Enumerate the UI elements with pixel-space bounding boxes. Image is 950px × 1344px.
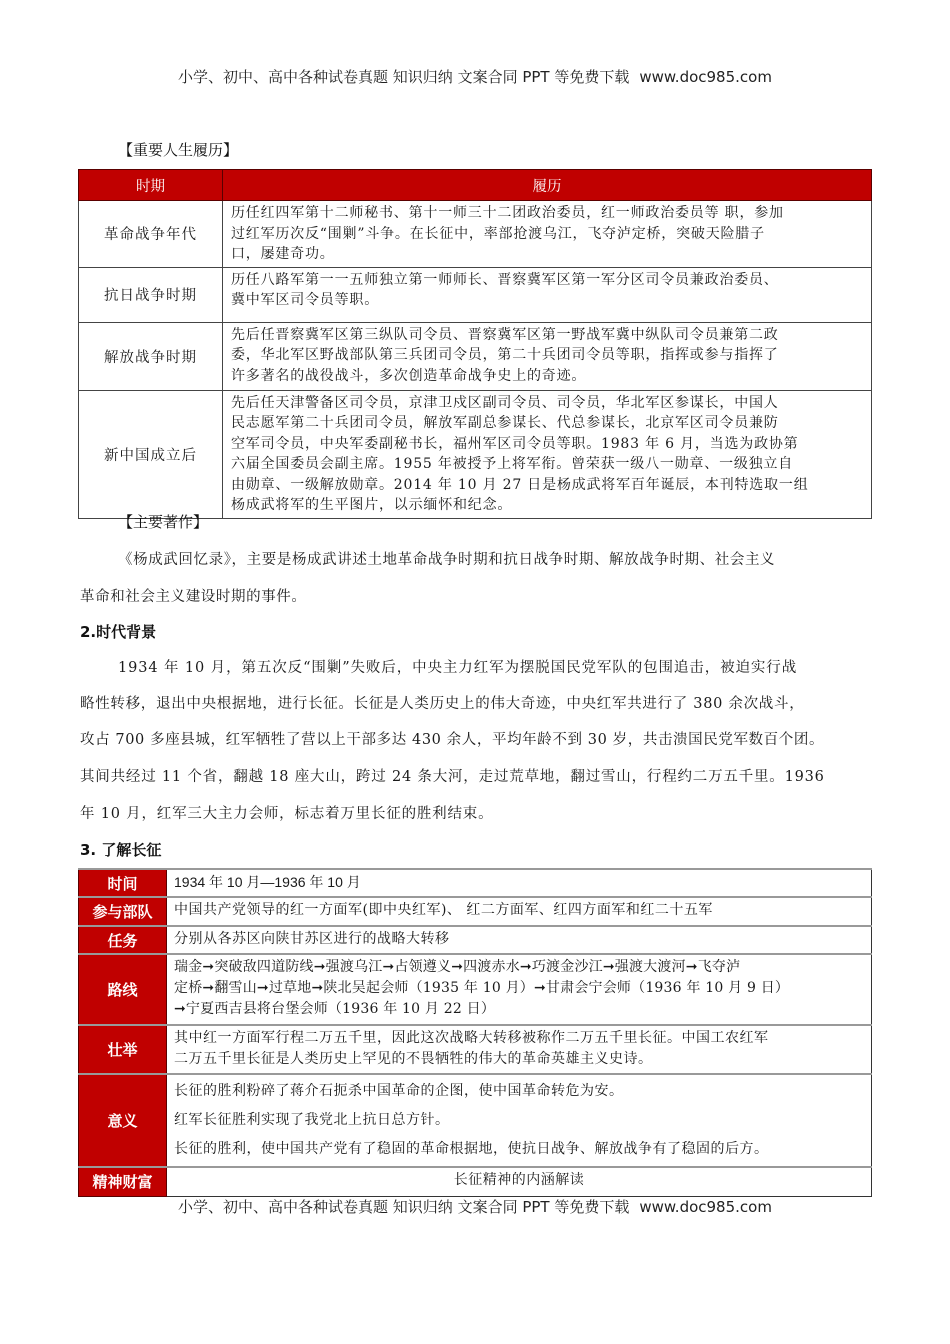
footer-banner (0, 1196, 950, 1217)
table-row (79, 1074, 872, 1167)
career-line: 空军司令员，中央军委副秘书长，福州军区司令员等职。1983 年 6 月，当选为政协第 (231, 435, 799, 452)
career-line: 历任红四军第十二师秘书、第十一师三十二团政治委员，红一师政治委员等 职，参加 (231, 205, 784, 221)
row-value-significance (167, 1074, 872, 1167)
background-line: 1934 年 10 月，第五次反“围剿”失败后，中央主力红军为摆脱国民党军队的包围追击，被迫实行战 (118, 660, 798, 676)
background-line: 其间共经过 11 个省，翻越 18 座大山，跨过 24 条大河，走过荒草地，翻过雪山，行程约二万五千里。1936 (80, 769, 825, 785)
row-label-significance: 意义 (79, 1074, 167, 1167)
period-cell: 解放战争时期 (79, 322, 223, 390)
value-line: 其中红一方面军行程二万五千里，因此这次战略大转移被称作二万五千里长征。中国工农红军 (174, 1030, 769, 1046)
career-cell (223, 322, 872, 390)
header-banner (0, 66, 950, 87)
row-label-time: 时间 (79, 869, 167, 897)
table-row (79, 869, 872, 897)
row-label-route: 路线 (79, 954, 167, 1025)
row-value-task (167, 926, 872, 954)
period-cell: 革命战争年代 (79, 201, 223, 268)
career-table-header (79, 170, 872, 201)
row-label-task: 任务 (79, 926, 167, 954)
career-line: 六届全国委员会副主席。1955 年被授予上将军衔。曾荣获一级八一勋章、一级独立自 (231, 456, 794, 472)
value-line: 分别从各苏区向陕甘苏区进行的战略大转移 (174, 931, 450, 947)
value-line: ➞宁夏西吉县将台堡会师（1936 年 10 月 22 日） (174, 1001, 496, 1017)
table-row (79, 1025, 872, 1074)
value-line: 长征的胜利，使中国共产党有了稳固的革命根据地，使抗日战争、解放战争有了稳固的后方。 (174, 1141, 769, 1157)
value-line: 中国共产党领导的红一方面军(即中央红军)、 红二方面军、红四方面军和红二十五军 (174, 902, 713, 918)
career-cell (223, 201, 872, 268)
background-line: 年 10 月，红军三大主力会师，标志着万里长征的胜利结束。 (80, 806, 494, 822)
career-line: 由勋章、一级解放勋章。2014 年 10 月 27 日是杨成武将军百年诞辰，本刊特选取一组 (231, 476, 809, 493)
row-value-forces (167, 897, 872, 926)
row-label-forces: 参与部队 (79, 897, 167, 926)
value-line: 二万五千里长征是人类历史上罕见的不畏牺牲的伟大的革命英雄主义史诗。 (174, 1051, 653, 1067)
footer-banner-text: 小学、初中、高中各种试卷真题 知识归纳 文案合同 PPT 等免费下载 (178, 1198, 630, 1216)
career-line: 许多著名的战役战斗，多次创造革命战争史上的奇迹。 (231, 367, 587, 384)
table-row (79, 267, 872, 322)
table-row (79, 201, 872, 268)
header-banner-url[interactable]: www.doc985.com (639, 68, 772, 86)
works-heading: 【主要著作】 (118, 513, 209, 531)
long-march-table (78, 868, 872, 1197)
value-line: 定桥➞翻雪山➞过草地➞陕北吴起会师（1935 年 10 月）➞甘肃会宁会师（1936 年 10 月 9 日） (174, 980, 790, 996)
works-line: 《杨成武回忆录》，主要是杨成武讲述土地革命战争时期和抗日战争时期、解放战争时期、社会主义 (118, 552, 776, 568)
table-row (79, 897, 872, 926)
career-cell (223, 267, 872, 322)
value-line: 瑞金➞突破敌四道防线➞强渡乌江➞占领遵义➞四渡赤水➞巧渡金沙江➞强渡大渡河➞飞夺泸 (174, 959, 741, 975)
career-line: 历任八路军第一一五师独立第一师师长、晋察冀军区第一军分区司令员兼政治委员、 (231, 271, 779, 288)
value-line: 1934 年 10 月—1936 年 10 月 (174, 874, 361, 890)
column-header-period: 时期 (79, 170, 223, 201)
table-row (79, 926, 872, 954)
background-line: 攻占 700 多座县城，红军牺牲了营以上干部多达 430 余人，平均年龄不到 30 岁，共击溃国民党军数百个团。 (80, 732, 825, 748)
footer-banner-url[interactable]: www.doc985.com (639, 1198, 772, 1216)
value-line: 长征精神的内涵解读 (453, 1172, 585, 1188)
career-line: 杨成武将军的生平图片，以示缅怀和纪念。 (231, 497, 513, 513)
background-title: 2.时代背景 (80, 623, 157, 641)
table-row (79, 322, 872, 390)
long-march-title: 3. 了解长征 (80, 841, 162, 859)
career-line: 先后任晋察冀军区第三纵队司令员、晋察冀军区第一野战军冀中纵队司令员兼第二政 (231, 326, 779, 343)
career-line: 冀中军区司令员等职。 (231, 292, 379, 308)
table-row (79, 390, 872, 518)
background-line: 略性转移，退出中央根据地，进行长征。长征是人类历史上的伟大奇迹，中央红军共进行了 380 余次战斗， (80, 696, 805, 712)
row-label-feat: 壮举 (79, 1025, 167, 1074)
works-line: 革命和社会主义建设时期的事件。 (80, 589, 307, 605)
career-line: 民志愿军第二十兵团司令员，解放军副总参谋长、代总参谋长，北京军区司令员兼防 (231, 415, 779, 431)
career-heading: 【重要人生履历】 (118, 141, 239, 159)
column-header-career: 履历 (223, 170, 872, 201)
row-value-spirit (167, 1167, 872, 1196)
period-cell: 新中国成立后 (79, 390, 223, 518)
career-table (78, 169, 872, 519)
career-cell (223, 390, 872, 518)
row-value-route (167, 954, 872, 1025)
career-line: 过红军历次反“围剿”斗争。在长征中，率部抢渡乌江，飞夺泸定桥，突破天险腊子 (231, 225, 765, 242)
value-line: 长征的胜利粉碎了蒋介石扼杀中国革命的企图，使中国革命转危为安。 (174, 1083, 624, 1099)
value-line: 红军长征胜利实现了我党北上抗日总方针。 (174, 1112, 450, 1128)
table-row (79, 954, 872, 1025)
row-label-spirit: 精神财富 (79, 1167, 167, 1196)
row-value-time (167, 869, 872, 897)
header-banner-text: 小学、初中、高中各种试卷真题 知识归纳 文案合同 PPT 等免费下载 (178, 68, 630, 86)
career-line: 口，屡建奇功。 (231, 246, 335, 262)
row-value-feat (167, 1025, 872, 1074)
table-row (79, 1167, 872, 1196)
period-cell: 抗日战争时期 (79, 267, 223, 322)
career-line: 先后任天津警备区司令员，京津卫戍区副司令员、司令员，华北军区参谋长，中国人 (231, 394, 779, 411)
career-line: 委，华北军区野战部队第三兵团司令员，第二十兵团司令员等职，指挥或参与指挥了 (231, 347, 779, 363)
